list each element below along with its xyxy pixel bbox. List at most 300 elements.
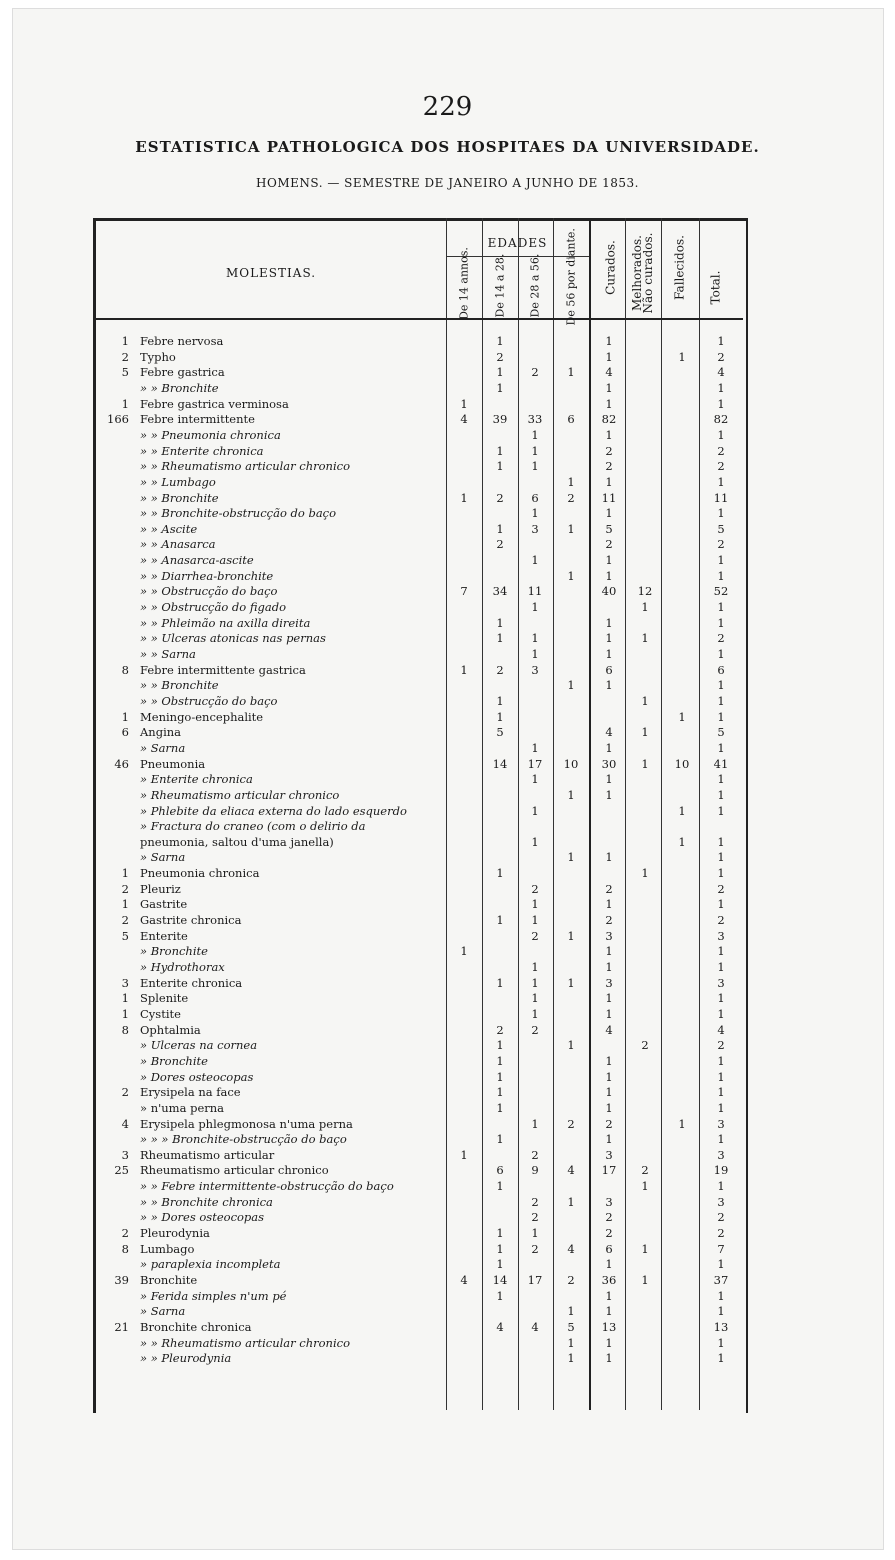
cell-cu: 1 [605,897,613,912]
table-row [96,1085,744,1101]
cell-cu: 6 [605,662,613,677]
disease-name: » Fractura do craneo (com o delirio da [140,819,366,834]
disease-name: Splenite [140,991,189,1006]
cell-a3: 1 [531,553,539,568]
cell-a2: 1 [496,1053,504,1068]
cell-cu: 1 [605,1053,613,1068]
cell-to: 1 [717,693,725,708]
disease-name: » » Diarrhea-bronchite [140,568,274,583]
cell-fa: 10 [674,756,690,771]
table-row [96,866,744,882]
cell-me: 1 [641,693,649,708]
cell-a3: 2 [531,1194,539,1209]
cell-to: 1 [717,380,725,395]
table-row [96,616,744,632]
cell-to: 3 [717,1194,725,1209]
disease-name: » Sarna [140,850,186,865]
cell-to: 2 [717,913,725,928]
cell-a4: 1 [567,474,575,489]
cell-cu: 1 [605,1288,613,1303]
cell-cu: 2 [605,1210,613,1225]
case-count: 2 [121,349,129,364]
table-row [96,397,744,413]
cell-to: 1 [717,850,725,865]
cell-cu: 1 [605,1100,613,1115]
cell-cu: 2 [605,537,613,552]
cell-to: 1 [717,772,725,787]
disease-name: Febre nervosa [140,334,224,348]
cell-me: 1 [641,1273,649,1287]
cell-me: 2 [641,1038,649,1053]
table-row [96,584,744,600]
cell-a4: 4 [567,1241,575,1256]
table-row [96,647,744,663]
header-age-1: De 14 annos. [457,247,471,320]
cell-to: 1 [717,474,725,489]
table-row [96,1132,744,1148]
cell-to: 7 [717,1241,725,1256]
cell-a3: 4 [531,1319,539,1334]
cell-a4: 1 [567,1194,575,1209]
cell-a3: 1 [531,1116,539,1131]
cell-cu: 4 [605,725,613,740]
cell-a2: 1 [496,1288,504,1303]
table-row [96,569,744,585]
table-row [96,725,744,741]
cell-a3: 1 [531,631,539,646]
cell-fa: 1 [678,349,686,364]
disease-name: Febre intermittente [140,412,255,427]
cell-a2: 39 [492,412,508,427]
disease-name: Ophtalmia [140,1022,201,1037]
disease-name: » Hydrothorax [140,960,225,974]
cell-me: 1 [641,866,649,881]
cell-to: 2 [717,537,725,552]
case-count: 21 [114,1319,129,1334]
cell-a3: 1 [531,1006,539,1021]
case-count: 2 [121,913,129,928]
cell-to: 2 [717,1038,725,1053]
header-age-4: De 56 por diante. [564,228,578,326]
cell-cu: 1 [605,1335,613,1350]
cell-cu: 1 [605,1085,613,1100]
cell-a1: 4 [460,412,468,427]
disease-name: » Bronchite [140,1053,208,1068]
cell-to: 2 [717,1210,725,1225]
cell-to: 4 [717,365,725,380]
table-row [96,960,744,976]
cell-cu: 17 [601,1163,617,1178]
cell-cu: 5 [605,521,613,536]
cell-a2: 5 [496,725,504,740]
case-count: 1 [121,396,129,411]
header-age-3: De 28 a 56. [528,253,542,318]
table-row [96,1304,744,1320]
cell-to: 1 [717,1304,725,1319]
table-row [96,1179,744,1195]
table-row [96,1038,744,1054]
cell-a2: 1 [496,1100,504,1115]
case-count: 46 [114,756,129,771]
cell-to: 1 [717,991,725,1006]
cell-a2: 2 [496,1022,504,1037]
header-edades: EDADES [487,236,548,250]
table-row [96,663,744,679]
table-row [96,1242,744,1258]
cell-cu: 1 [605,1006,613,1021]
cell-a2: 34 [492,584,508,599]
cell-a3: 1 [531,427,539,442]
table-row [96,1257,744,1273]
case-count: 5 [121,928,129,943]
disease-name: Gastrite chronica [140,913,242,928]
disease-name: Lumbago [140,1241,195,1256]
disease-name: Pleuriz [140,881,181,896]
cell-to: 1 [717,1100,725,1115]
table-row [96,1101,744,1117]
cell-to: 1 [717,803,725,818]
cell-cu: 13 [601,1319,617,1334]
cell-to: 52 [713,584,729,599]
table-row [96,1351,744,1367]
cell-to: 1 [717,568,725,583]
case-count: 25 [114,1163,129,1178]
cell-cu: 1 [605,944,613,959]
cell-to: 1 [717,1132,725,1147]
disease-name: » » Rheumatismo articular chronico [140,1335,351,1350]
cell-a1: 7 [460,584,468,599]
case-count: 8 [121,1022,129,1037]
cell-cu: 3 [605,1147,613,1162]
case-count: 2 [121,1085,129,1100]
table-row [96,522,744,538]
cell-to: 6 [717,662,725,677]
disease-name: » » Pleurodynia [140,1351,232,1366]
disease-name: » Phlebite da eliaca externa do lado esquerdo [140,803,407,818]
cell-a4: 6 [567,412,575,427]
cell-a2: 1 [496,334,504,348]
disease-name: » » Enterite chronica [140,443,264,458]
cell-a3: 1 [531,960,539,974]
header-fallecidos: Fallecidos. [672,235,687,300]
cell-a2: 1 [496,1038,504,1053]
disease-name: Bronchite chronica [140,1319,252,1334]
cell-to: 2 [717,459,725,474]
disease-name: » » Dores osteocopas [140,1210,265,1225]
cell-a4: 1 [567,1335,575,1350]
cell-cu: 2 [605,1116,613,1131]
table-row [96,365,744,381]
table-row [96,1007,744,1023]
cell-cu: 1 [605,396,613,411]
table-row [96,1163,744,1179]
table-row [96,506,744,522]
cell-cu: 1 [605,553,613,568]
cell-to: 1 [717,1053,725,1068]
table-row [96,929,744,945]
header-curados: Curados. [603,240,618,295]
table-row [96,819,744,835]
cell-a2: 1 [496,1132,504,1147]
cell-to: 1 [717,1085,725,1100]
cell-to: 19 [713,1163,729,1178]
cell-a2: 1 [496,1241,504,1256]
cell-a1: 1 [460,1147,468,1162]
cell-a4: 4 [567,1163,575,1178]
case-count: 1 [121,897,129,912]
cell-to: 1 [717,1179,725,1194]
cell-cu: 1 [605,334,613,348]
cell-to: 1 [717,334,725,348]
disease-name: pneumonia, saltou d'uma janella) [140,834,334,849]
case-count: 3 [121,1147,129,1162]
table-row [96,1210,744,1226]
disease-name: Febre intermittente gastrica [140,662,306,677]
cell-to: 1 [717,647,725,661]
cell-a4: 1 [567,1304,575,1319]
cell-a2: 1 [496,975,504,990]
cell-a4: 1 [567,850,575,865]
cell-a3: 9 [531,1163,539,1178]
cell-a2: 14 [492,756,508,771]
disease-name: » » Lumbago [140,474,216,489]
cell-a3: 1 [531,443,539,458]
table-row [96,678,744,694]
cell-a3: 6 [531,490,539,505]
disease-name: » Sarna [140,1304,186,1319]
disease-name: » » Bronchite-obstrucção do baço [140,506,337,521]
disease-name: » » Rheumatismo articular chronico [140,459,351,474]
cell-a3: 1 [531,913,539,928]
case-count: 2 [121,1226,129,1241]
disease-name: » » Sarna [140,647,196,661]
cell-a2: 1 [496,443,504,458]
cell-a2: 2 [496,490,504,505]
cell-cu: 1 [605,427,613,442]
table-row [96,631,744,647]
cell-cu: 3 [605,928,613,943]
cell-to: 5 [717,521,725,536]
cell-to: 82 [713,412,729,427]
cell-me: 2 [641,1163,649,1178]
cell-a2: 1 [496,615,504,630]
cell-fa: 1 [678,709,686,724]
cell-a3: 2 [531,1241,539,1256]
table-row [96,1226,744,1242]
cell-to: 5 [717,725,725,740]
disease-name: Pleurodynia [140,1226,210,1241]
disease-name: » » Bronchite [140,490,219,505]
cell-a2: 2 [496,349,504,364]
table-row [96,537,744,553]
cell-to: 3 [717,975,725,990]
cell-a2: 1 [496,459,504,474]
page-number: 229 [422,92,473,122]
case-count: 6 [121,725,129,740]
disease-name: » » Anasarca-ascite [140,553,254,568]
disease-name: » » Bronchite chronica [140,1194,273,1209]
case-count: 8 [121,662,129,677]
disease-name: » » Febre intermittente-obstrucção do baço [140,1179,394,1194]
cell-cu: 1 [605,678,613,693]
cell-cu: 30 [601,756,617,771]
table-row [96,491,744,507]
table-row [96,444,744,460]
disease-name: » » Ascite [140,521,198,536]
cell-a4: 1 [567,928,575,943]
cell-a4: 1 [567,975,575,990]
case-count: 4 [121,1116,129,1131]
disease-name: Rheumatismo articular [140,1147,275,1162]
cell-to: 41 [713,756,729,771]
table-row [96,882,744,898]
disease-name: Enterite [140,928,188,943]
cell-a3: 3 [531,662,539,677]
cell-cu: 1 [605,506,613,521]
cell-cu: 1 [605,1351,613,1366]
case-count: 8 [121,1241,129,1256]
cell-a2: 1 [496,693,504,708]
header-melhorados: Melhorados. Não curados. [630,232,655,314]
cell-me: 1 [641,1241,649,1256]
table-row [96,835,744,851]
cell-a4: 1 [567,1351,575,1366]
table-row [96,334,744,350]
table-row [96,412,744,428]
cell-a4: 5 [567,1319,575,1334]
cell-to: 1 [717,1288,725,1303]
cell-a4: 1 [567,1038,575,1053]
cell-me: 12 [637,584,653,599]
cell-to: 37 [713,1273,729,1287]
table-row [96,1023,744,1039]
cell-to: 1 [717,427,725,442]
disease-name: » » Anasarca [140,537,216,552]
cell-cu: 1 [605,568,613,583]
case-count: 1 [121,866,129,881]
disease-name: » » Phleimão na axilla direita [140,615,311,630]
cell-to: 3 [717,1147,725,1162]
table-row [96,897,744,913]
case-count: 5 [121,365,129,380]
cell-cu: 2 [605,443,613,458]
cell-a2: 1 [496,1257,504,1272]
cell-fa: 1 [678,803,686,818]
disease-name: » » Ulceras atonicas nas pernas [140,631,326,646]
cell-a4: 1 [567,521,575,536]
cell-a4: 2 [567,1273,575,1287]
cell-to: 13 [713,1319,729,1334]
cell-a2: 2 [496,537,504,552]
page-subtitle: HOMENS. — SEMESTRE DE JANEIRO A JUNHO DE 1853. [256,176,639,190]
table-row [96,428,744,444]
disease-name: Cystite [140,1006,181,1021]
cell-a3: 1 [531,897,539,912]
disease-name: » n'uma perna [140,1100,225,1115]
cell-to: 1 [717,834,725,849]
case-count: 39 [114,1273,129,1287]
table-row [96,475,744,491]
table-row [96,741,744,757]
cell-to: 1 [717,897,725,912]
cell-a1: 1 [460,662,468,677]
table-row [96,913,744,929]
table-row [96,804,744,820]
cell-a3: 1 [531,772,539,787]
header-molestias: MOLESTIAS. [225,266,317,280]
disease-name: Bronchite [140,1273,198,1287]
disease-name: » Dores osteocopas [140,1069,254,1084]
cell-cu: 1 [605,647,613,661]
cell-cu: 6 [605,1241,613,1256]
cell-a1: 1 [460,490,468,505]
cell-cu: 1 [605,615,613,630]
cell-a3: 2 [531,365,539,380]
cell-cu: 1 [605,772,613,787]
cell-to: 1 [717,1351,725,1366]
cell-a2: 1 [496,380,504,395]
cell-cu: 1 [605,631,613,646]
cell-a1: 4 [460,1273,468,1287]
cell-cu: 1 [605,349,613,364]
cell-a4: 1 [567,678,575,693]
cell-a2: 6 [496,1163,504,1178]
cell-cu: 1 [605,850,613,865]
table-row [96,772,744,788]
cell-a2: 4 [496,1319,504,1334]
cell-cu: 1 [605,787,613,802]
cell-to: 1 [717,1006,725,1021]
cell-fa: 1 [678,834,686,849]
table-row [96,1336,744,1352]
cell-to: 1 [717,1069,725,1084]
table-row [96,1148,744,1164]
cell-cu: 1 [605,991,613,1006]
cell-to: 1 [717,787,725,802]
disease-name: » Sarna [140,740,186,755]
cell-to: 2 [717,443,725,458]
disease-name: » Bronchite [140,944,208,959]
case-count: 1 [121,709,129,724]
disease-name: » Ulceras na cornea [140,1038,258,1053]
cell-to: 1 [717,396,725,411]
cell-a3: 1 [531,647,539,661]
cell-to: 1 [717,678,725,693]
cell-a3: 1 [531,803,539,818]
disease-name: » » » Bronchite-obstrucção do baço [140,1132,347,1147]
table-row [96,850,744,866]
table-row [96,710,744,726]
cell-a3: 11 [527,584,543,599]
cell-to: 1 [717,1335,725,1350]
cell-to: 1 [717,506,725,521]
cell-a3: 1 [531,506,539,521]
table-row [96,1054,744,1070]
cell-to: 3 [717,1116,725,1131]
disease-name: » Enterite chronica [140,772,253,787]
case-count: 1 [121,991,129,1006]
cell-me: 1 [641,631,649,646]
cell-to: 1 [717,740,725,755]
cell-to: 1 [717,553,725,568]
cell-a4: 1 [567,365,575,380]
cell-cu: 1 [605,380,613,395]
cell-a1: 1 [460,396,468,411]
disease-name: Febre gastrica verminosa [140,396,289,411]
cell-a3: 17 [527,756,543,771]
disease-name: Pneumonia chronica [140,866,260,881]
cell-me: 1 [641,1179,649,1194]
